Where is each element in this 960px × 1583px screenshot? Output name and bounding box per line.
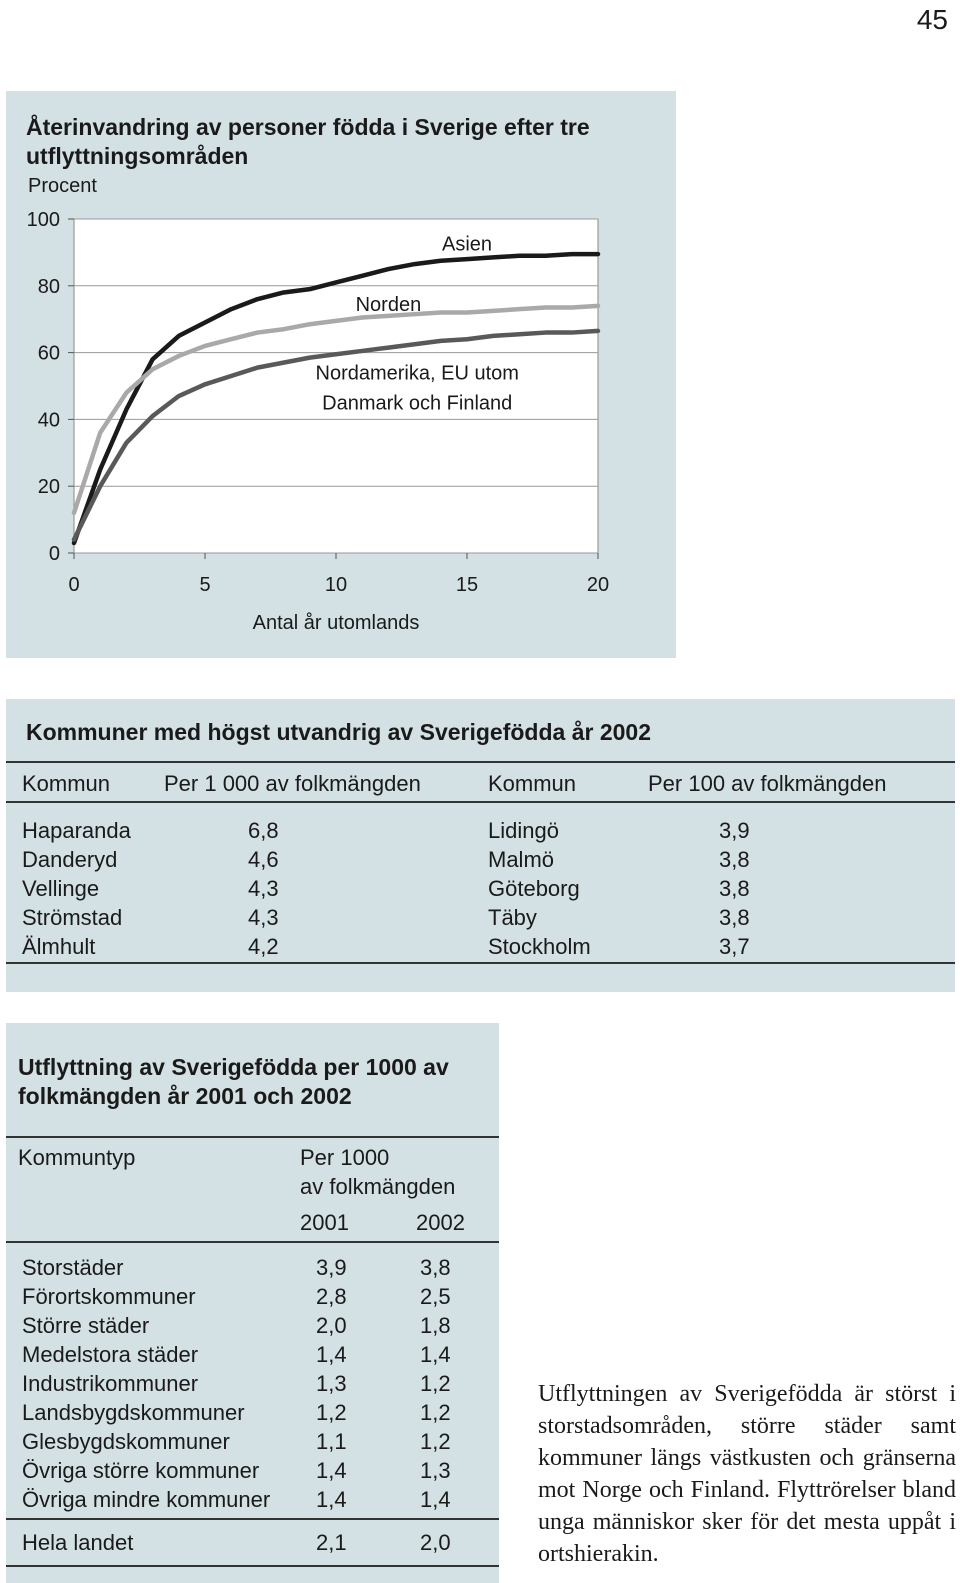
- y-tick-label: 40: [37, 409, 60, 432]
- value-cell: 4,6: [248, 847, 279, 872]
- value-cell: 3,7: [719, 934, 750, 959]
- value-2002-cell: 1,3: [420, 1458, 451, 1483]
- x-tick-label: 10: [324, 574, 348, 596]
- value-2001-cell: 3,9: [316, 1255, 347, 1280]
- y-tick-label: 20: [37, 476, 60, 499]
- header-year-2002: 2002: [416, 1210, 465, 1235]
- header-year-2001: 2001: [300, 1210, 349, 1235]
- table-row: [6, 1371, 499, 1400]
- plot-area: [74, 219, 598, 553]
- table-rule: [6, 1241, 499, 1243]
- kommuntyp-cell: Glesbygdskommuner: [22, 1429, 230, 1454]
- value-cell: 3,8: [719, 905, 750, 930]
- value-cell: 4,3: [248, 876, 279, 901]
- value-cell: 3,9: [719, 818, 750, 843]
- value-2002-cell: 1,4: [420, 1487, 451, 1512]
- header-per-1000-line2: av folkmängden: [300, 1174, 456, 1199]
- kommun-cell: Malmö: [488, 847, 555, 872]
- table-rule: [6, 962, 955, 964]
- emigration-table-panel: [6, 699, 955, 992]
- kommun-cell: Danderyd: [22, 847, 118, 872]
- x-tick-label: 5: [199, 574, 211, 596]
- kommuntyp-cell: Större städer: [22, 1313, 150, 1338]
- kommun-cell: Strömstad: [22, 905, 123, 930]
- table-row: [6, 1429, 499, 1458]
- x-tick-label: 20: [586, 574, 610, 596]
- kommuntyp-cell: Övriga större kommuner: [22, 1458, 260, 1483]
- table-rule: [6, 1136, 499, 1138]
- value-cell: 3,8: [719, 876, 750, 901]
- table-row: [6, 818, 955, 847]
- chart-panel: [6, 91, 676, 658]
- value-2001-cell: 1,4: [316, 1458, 347, 1483]
- value-2001-cell: 1,4: [316, 1487, 347, 1512]
- total-2001: 2,1: [316, 1530, 347, 1555]
- header-kommun-2: Kommun: [488, 771, 577, 796]
- y-tick-label: 100: [26, 209, 60, 231]
- series-label-asien: Asien: [441, 233, 493, 256]
- y-tick-label: 80: [37, 275, 60, 298]
- kommuntyp-cell: Industrikommuner: [22, 1371, 199, 1396]
- value-2002-cell: 1,2: [420, 1400, 451, 1425]
- kommun-cell: Stockholm: [488, 934, 591, 959]
- value-cell: 4,3: [248, 905, 279, 930]
- header-kommun-1: Kommun: [22, 771, 111, 796]
- table-rule: [6, 1518, 499, 1520]
- value-2002-cell: 1,2: [420, 1429, 451, 1454]
- value-cell: 4,2: [248, 934, 279, 959]
- x-tick-label: 15: [455, 574, 479, 596]
- y-tick-label: 60: [37, 342, 60, 365]
- chart-title: Återinvandring av personer födda i Sverige efter tre utflyttningsområden: [26, 114, 590, 169]
- kommun-cell: Lidingö: [488, 818, 559, 843]
- table-row: [6, 905, 955, 934]
- table-rule: [6, 801, 955, 803]
- table-row: [6, 1313, 499, 1342]
- emigration-rows: [6, 818, 955, 963]
- header-kommuntyp: Kommuntyp: [18, 1145, 136, 1170]
- series-label-nordamerika-line1: Nordamerika, EU utom: [315, 362, 519, 385]
- value-2001-cell: 1,3: [316, 1371, 347, 1396]
- table-row: [6, 876, 955, 905]
- kommun-cell: Täby: [488, 905, 537, 930]
- value-2002-cell: 3,8: [420, 1255, 451, 1280]
- kommun-cell: Haparanda: [22, 818, 131, 843]
- table-row: [6, 1458, 499, 1487]
- table-row: [6, 1487, 499, 1516]
- value-2001-cell: 2,8: [316, 1284, 347, 1309]
- value-2001-cell: 1,1: [316, 1429, 347, 1454]
- header-per-100: Per 100 av folkmängden: [648, 771, 887, 796]
- chart-y-axis-label: Procent: [28, 175, 97, 197]
- outmigration-rows: [6, 1255, 499, 1516]
- kommun-cell: Göteborg: [488, 876, 580, 901]
- header-per-1000-line1: Per 1000: [300, 1145, 390, 1170]
- kommuntyp-cell: Storstäder: [22, 1255, 124, 1280]
- value-2002-cell: 1,4: [420, 1342, 451, 1367]
- table-row: [6, 1255, 499, 1284]
- series-label-norden: Norden: [355, 293, 422, 316]
- table-row: [6, 1284, 499, 1313]
- body-paragraph: Utflyttningen av Sverigefödda är störst i storstadsområden, större städer samt kommuner längs västkusten och gränserna mot Norge och Finland. Flyttrörelser bland unga människor sker för det mesta uppåt i ortshierakin.: [538, 1381, 956, 1567]
- chart-x-axis-label: Antal år utomlands: [252, 612, 420, 634]
- value-2002-cell: 2,5: [420, 1284, 451, 1309]
- value-cell: 3,8: [719, 847, 750, 872]
- table-row: [6, 1342, 499, 1371]
- kommun-cell: Älmhult: [22, 934, 96, 959]
- table-rule: [6, 1565, 499, 1567]
- outmigration-table-title: Utflyttning av Sverigefödda per 1000 av folkmängden år 2001 och 2002: [18, 1054, 449, 1109]
- header-per-1000: Per 1 000 av folkmängden: [164, 771, 421, 796]
- value-2001-cell: 1,2: [316, 1400, 347, 1425]
- kommuntyp-cell: Landsbygdskommuner: [22, 1400, 245, 1425]
- page-number: 45: [916, 4, 948, 35]
- value-2002-cell: 1,8: [420, 1313, 451, 1338]
- series-label-nordamerika-line2: Danmark och Finland: [322, 392, 513, 415]
- total-2002: 2,0: [420, 1530, 451, 1555]
- y-tick-label: 0: [48, 543, 60, 565]
- value-2002-cell: 1,2: [420, 1371, 451, 1396]
- kommuntyp-cell: Övriga mindre kommuner: [22, 1487, 271, 1512]
- kommuntyp-cell: Förortskommuner: [22, 1284, 196, 1309]
- table-row: [6, 1400, 499, 1429]
- kommuntyp-cell: Medelstora städer: [22, 1342, 199, 1367]
- emigration-table-title: Kommuner med högst utvandrig av Sverigefödda år 2002: [26, 719, 651, 745]
- outmigration-table-panel: [6, 1023, 499, 1583]
- total-label: Hela landet: [22, 1530, 134, 1555]
- kommun-cell: Vellinge: [22, 876, 100, 901]
- line-chart: [6, 91, 676, 658]
- table-row: [6, 847, 955, 876]
- value-cell: 6,8: [248, 818, 279, 843]
- value-2001-cell: 2,0: [316, 1313, 347, 1338]
- value-2001-cell: 1,4: [316, 1342, 347, 1367]
- x-tick-label: 0: [68, 574, 80, 596]
- table-rule: [6, 761, 955, 763]
- table-row: [6, 934, 955, 963]
